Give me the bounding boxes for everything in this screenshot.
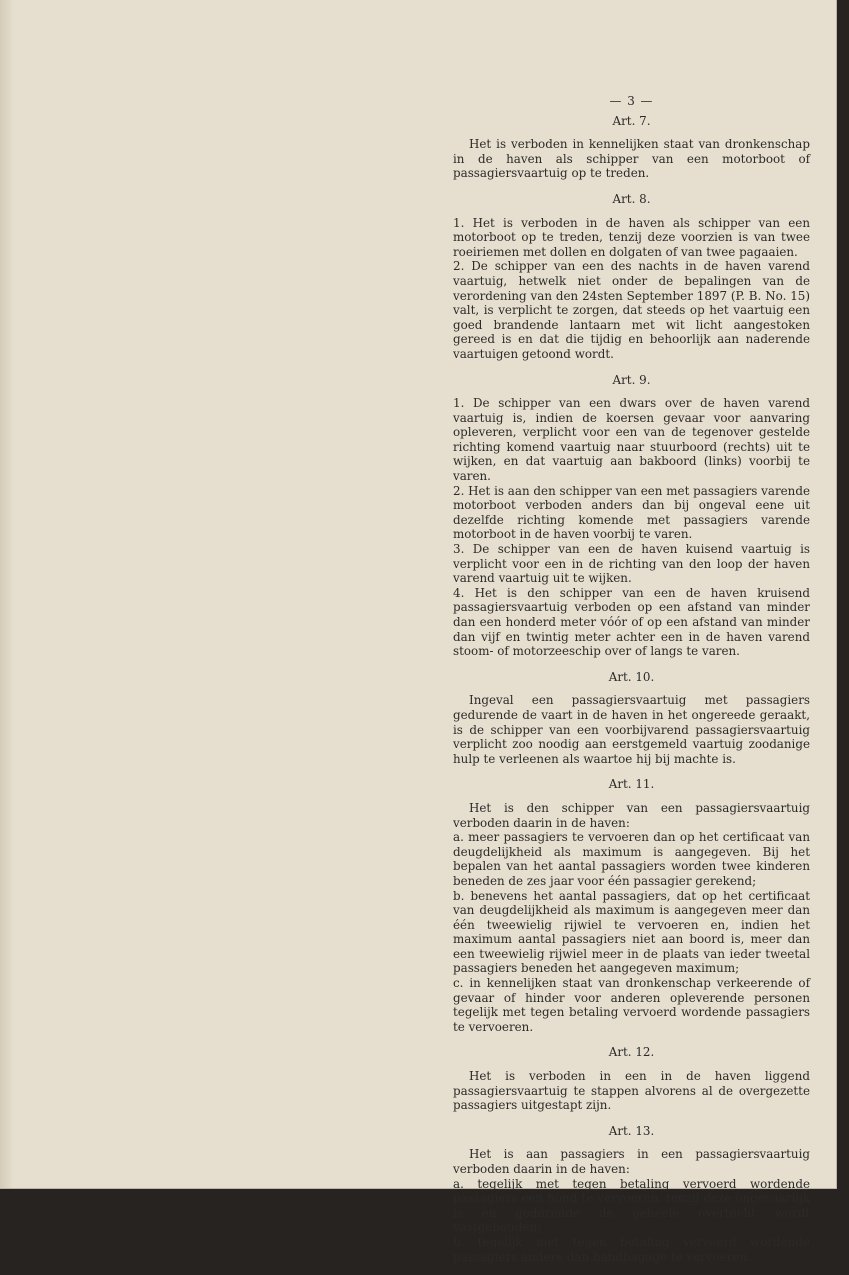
article-paragraph: Het is verboden in kennelijken staat van dronkenschap in de haven als schipper van een motorboot of passagiersvaartuig op te treden.	[453, 137, 810, 181]
article-paragraph: Ingeval een passagiersvaartuig met passagiers gedurende de vaart in de haven in het ongereede geraakt, is de schipper van een voorbijvarend passagiersvaartuig verplicht zoo noodig aan eerstgemeld vaartuig zoodanige hulp te verleenen als waartoe hij bij machte is.	[453, 693, 810, 766]
article-heading: Art. 11.	[608, 777, 655, 792]
article-heading: Art. 7.	[612, 113, 651, 128]
article-paragraph: b. tegelijk met tegen betaling vervoerd wordende passagiers andere dan handbagage te vervoeren.	[453, 1234, 810, 1264]
article-paragraph: 2. Het is aan den schipper van een met passagiers varende motorboot verboden anders dan bij ongeval eene uit dezelfde richting komende met passagiers varende motorboot in de haven voorbij te varen.	[453, 483, 810, 542]
article-paragraph: 1. De schipper van een dwars over de haven varend vaartuig is, indien de koersen gevaar voor aanvaring opleveren, verplicht voor een van de tegenover gestelde richting komend vaartuig naar stuurboord (rechts) uit te wijken, en dat vaartuig aan bakboord (links) voorbij te varen.	[453, 396, 810, 484]
page-fold-shadow	[0, 0, 14, 1188]
article-11	[453, 777, 810, 1034]
article-heading: Art. 9.	[612, 372, 651, 387]
article-heading: Art. 13.	[608, 1123, 655, 1138]
article-paragraph: a. tegelijk met tegen betaling vervoerd wordende passagiers een hond te vervoeren, tenzij deze ongevaarlijk is en gedurende de geheele overtocht wordt vastgehouden;	[453, 1176, 810, 1235]
article-paragraph: b. benevens het aantal passagiers, dat op het certificaat van deugdelijkheid als maximum is aangegeven meer dan één tweewielig rijwiel te vervoeren en, indien het maximum aantal passagiers niet aan boord is, meer dan een tweewielig rijwiel meer in de plaats van ieder tweetal passagiers beneden het aangegeven maximum;	[453, 888, 810, 976]
page-number: — 3 —	[609, 94, 654, 108]
article-paragraph: 4. Het is den schipper van een de haven kruisend passagiersvaartuig verboden op een afstand van minder dan een honderd meter vóór of op een afstand van minder dan vijf en twintig meter achter een in de haven varend stoom- of motorzeeschip over of langs te varen.	[453, 585, 810, 659]
article-9	[453, 373, 810, 659]
article-paragraph: Het is verboden in een in de haven liggend passagiersvaartuig te stappen alvorens al de overgezette passagiers uitgestapt zijn.	[453, 1069, 810, 1113]
article-8	[453, 192, 810, 362]
article-heading: Art. 12.	[608, 1045, 655, 1060]
article-paragraph: a. meer passagiers te vervoeren dan op het certificaat van deugdelijkheid als maximum is aangegeven. Bij het bepalen van het aantal passagiers worden twee kinderen beneden de zes jaar voor één passagier gerekend;	[453, 830, 810, 888]
article-7	[453, 114, 810, 181]
article-heading: Art. 8.	[612, 191, 651, 206]
article-10	[453, 670, 810, 767]
article-paragraph: 2. De schipper van een des nachts in de haven varend vaartuig, hetwelk niet onder de bepalingen van de verordening van den 24sten September 1897 (P. B. No. 15) valt, is verplicht te zorgen, dat steeds op het vaartuig een goed brandende lantaarn met wit licht aangestoken gereed is en dat die tijdig en behoorlijk aan naderende vaartuigen getoond wordt.	[453, 259, 810, 361]
text-column	[453, 94, 810, 1275]
article-12	[453, 1045, 810, 1112]
article-paragraph: 3. De schipper van een de haven kuisend vaartuig is verplicht voor een in de richting van den loop der haven varend vaartuig uit te wijken.	[453, 542, 810, 586]
article-paragraph: Het is aan passagiers in een passagiersvaartuig verboden daarin in de haven:	[453, 1147, 810, 1176]
article-paragraph: Het is den schipper van een passagiersvaartuig verboden daarin in de haven:	[453, 800, 810, 830]
article-13	[453, 1124, 810, 1264]
article-paragraph: 1. Het is verboden in de haven als schipper van een motorboot op te treden, tenzij deze voorzien is van twee roeiriemen met dollen en dolgaten of van twee pagaaien.	[453, 215, 810, 259]
article-paragraph: c. in kennelijken staat van dronkenschap verkeerende of gevaar of hinder voor anderen opleverende personen tegelijk met tegen betaling vervoerd wordende passagiers te vervoeren.	[453, 976, 810, 1034]
article-heading: Art. 10.	[608, 669, 655, 684]
